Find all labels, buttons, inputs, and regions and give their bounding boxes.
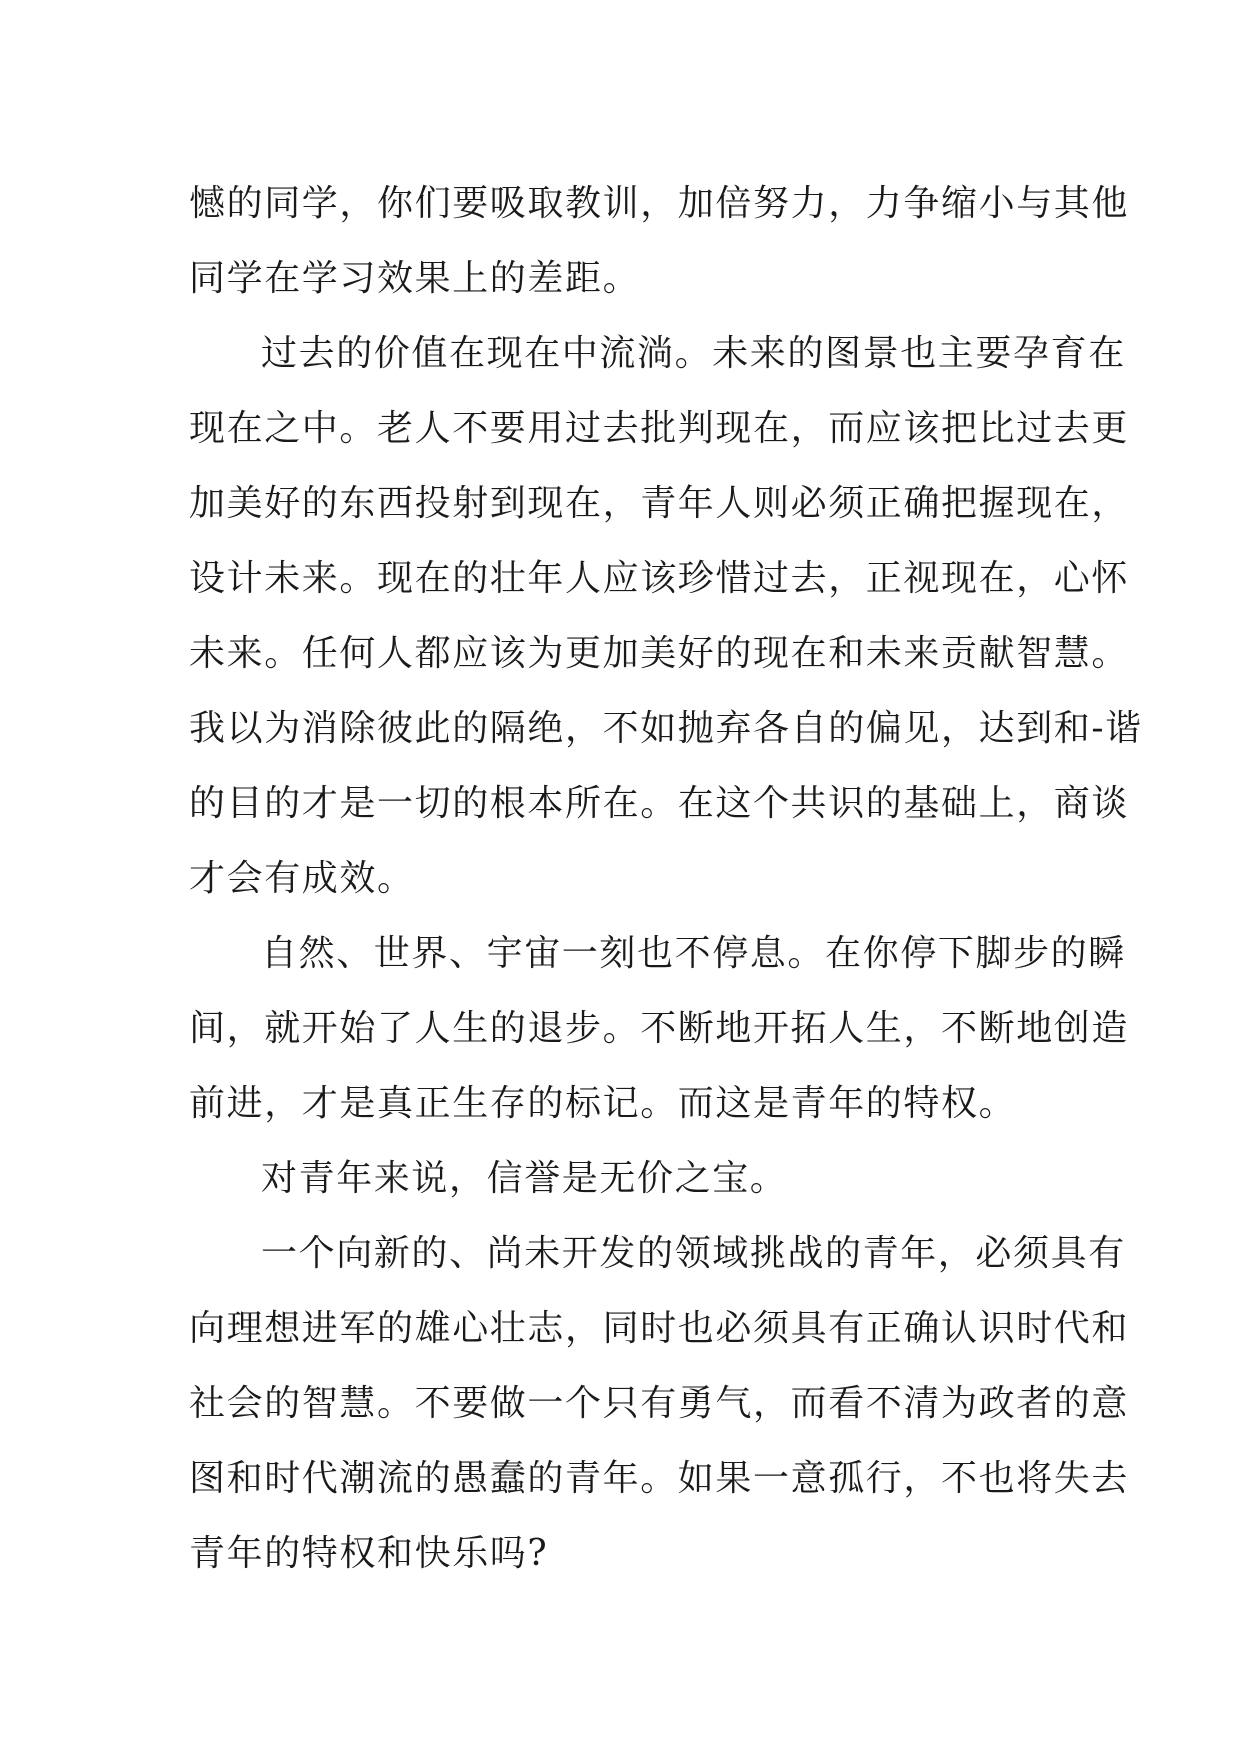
text-line: 加美好的东西投射到现在，青年人则必须正确把握现在， — [189, 483, 1130, 524]
paragraph-5 — [189, 1216, 1130, 1591]
text-line: 未来。任何人都应该为更加美好的现在和未来贡献智慧。 — [189, 633, 1130, 674]
paragraph-4 — [189, 1141, 1051, 1216]
text-line: 社会的智慧。不要做一个只有勇气，而看不清为政者的意 — [189, 1383, 1130, 1424]
paragraph-3 — [189, 916, 1130, 1141]
text-line: 一个向新的、尚未开发的领域挑战的青年，必须具有 — [261, 1233, 1126, 1274]
text-line: 向理想进军的雄心壮志，同时也必须具有正确认识时代和 — [189, 1308, 1130, 1349]
text-line: 过去的价值在现在中流淌。未来的图景也主要孕育在 — [261, 333, 1126, 374]
text-line: 憾的同学，你们要吸取教训，加倍努力，力争缩小与其他 — [189, 183, 1130, 224]
text-line: 同学在学习效果上的差距。 — [189, 258, 641, 299]
text-line: 才会有成效。 — [189, 858, 415, 899]
text-line: 现在之中。老人不要用过去批判现在，而应该把比过去更 — [189, 408, 1130, 449]
text-line: 自然、世界、宇宙一刻也不停息。在你停下脚步的瞬 — [261, 933, 1126, 974]
text-line: 对青年来说，信誉是无价之宝。 — [261, 1158, 788, 1199]
text-line: 间，就开始了人生的退步。不断地开拓人生，不断地创造 — [189, 1008, 1130, 1049]
text-line: 青年的特权和快乐吗? — [189, 1533, 549, 1574]
text-line: 我以为消除彼此的隔绝，不如抛弃各自的偏见，达到和-谐 — [189, 708, 1143, 749]
paragraph-1 — [189, 166, 1130, 316]
text-line: 图和时代潮流的愚蠢的青年。如果一意孤行，不也将失去 — [189, 1458, 1130, 1499]
body-text — [189, 166, 1143, 1591]
text-line: 前进，才是真正生存的标记。而这是青年的特权。 — [189, 1083, 1017, 1124]
text-line: 设计未来。现在的壮年人应该珍惜过去，正视现在，心怀 — [189, 558, 1130, 599]
text-line: 的目的才是一切的根本所在。在这个共识的基础上，商谈 — [189, 783, 1130, 824]
paragraph-2 — [189, 316, 1143, 916]
